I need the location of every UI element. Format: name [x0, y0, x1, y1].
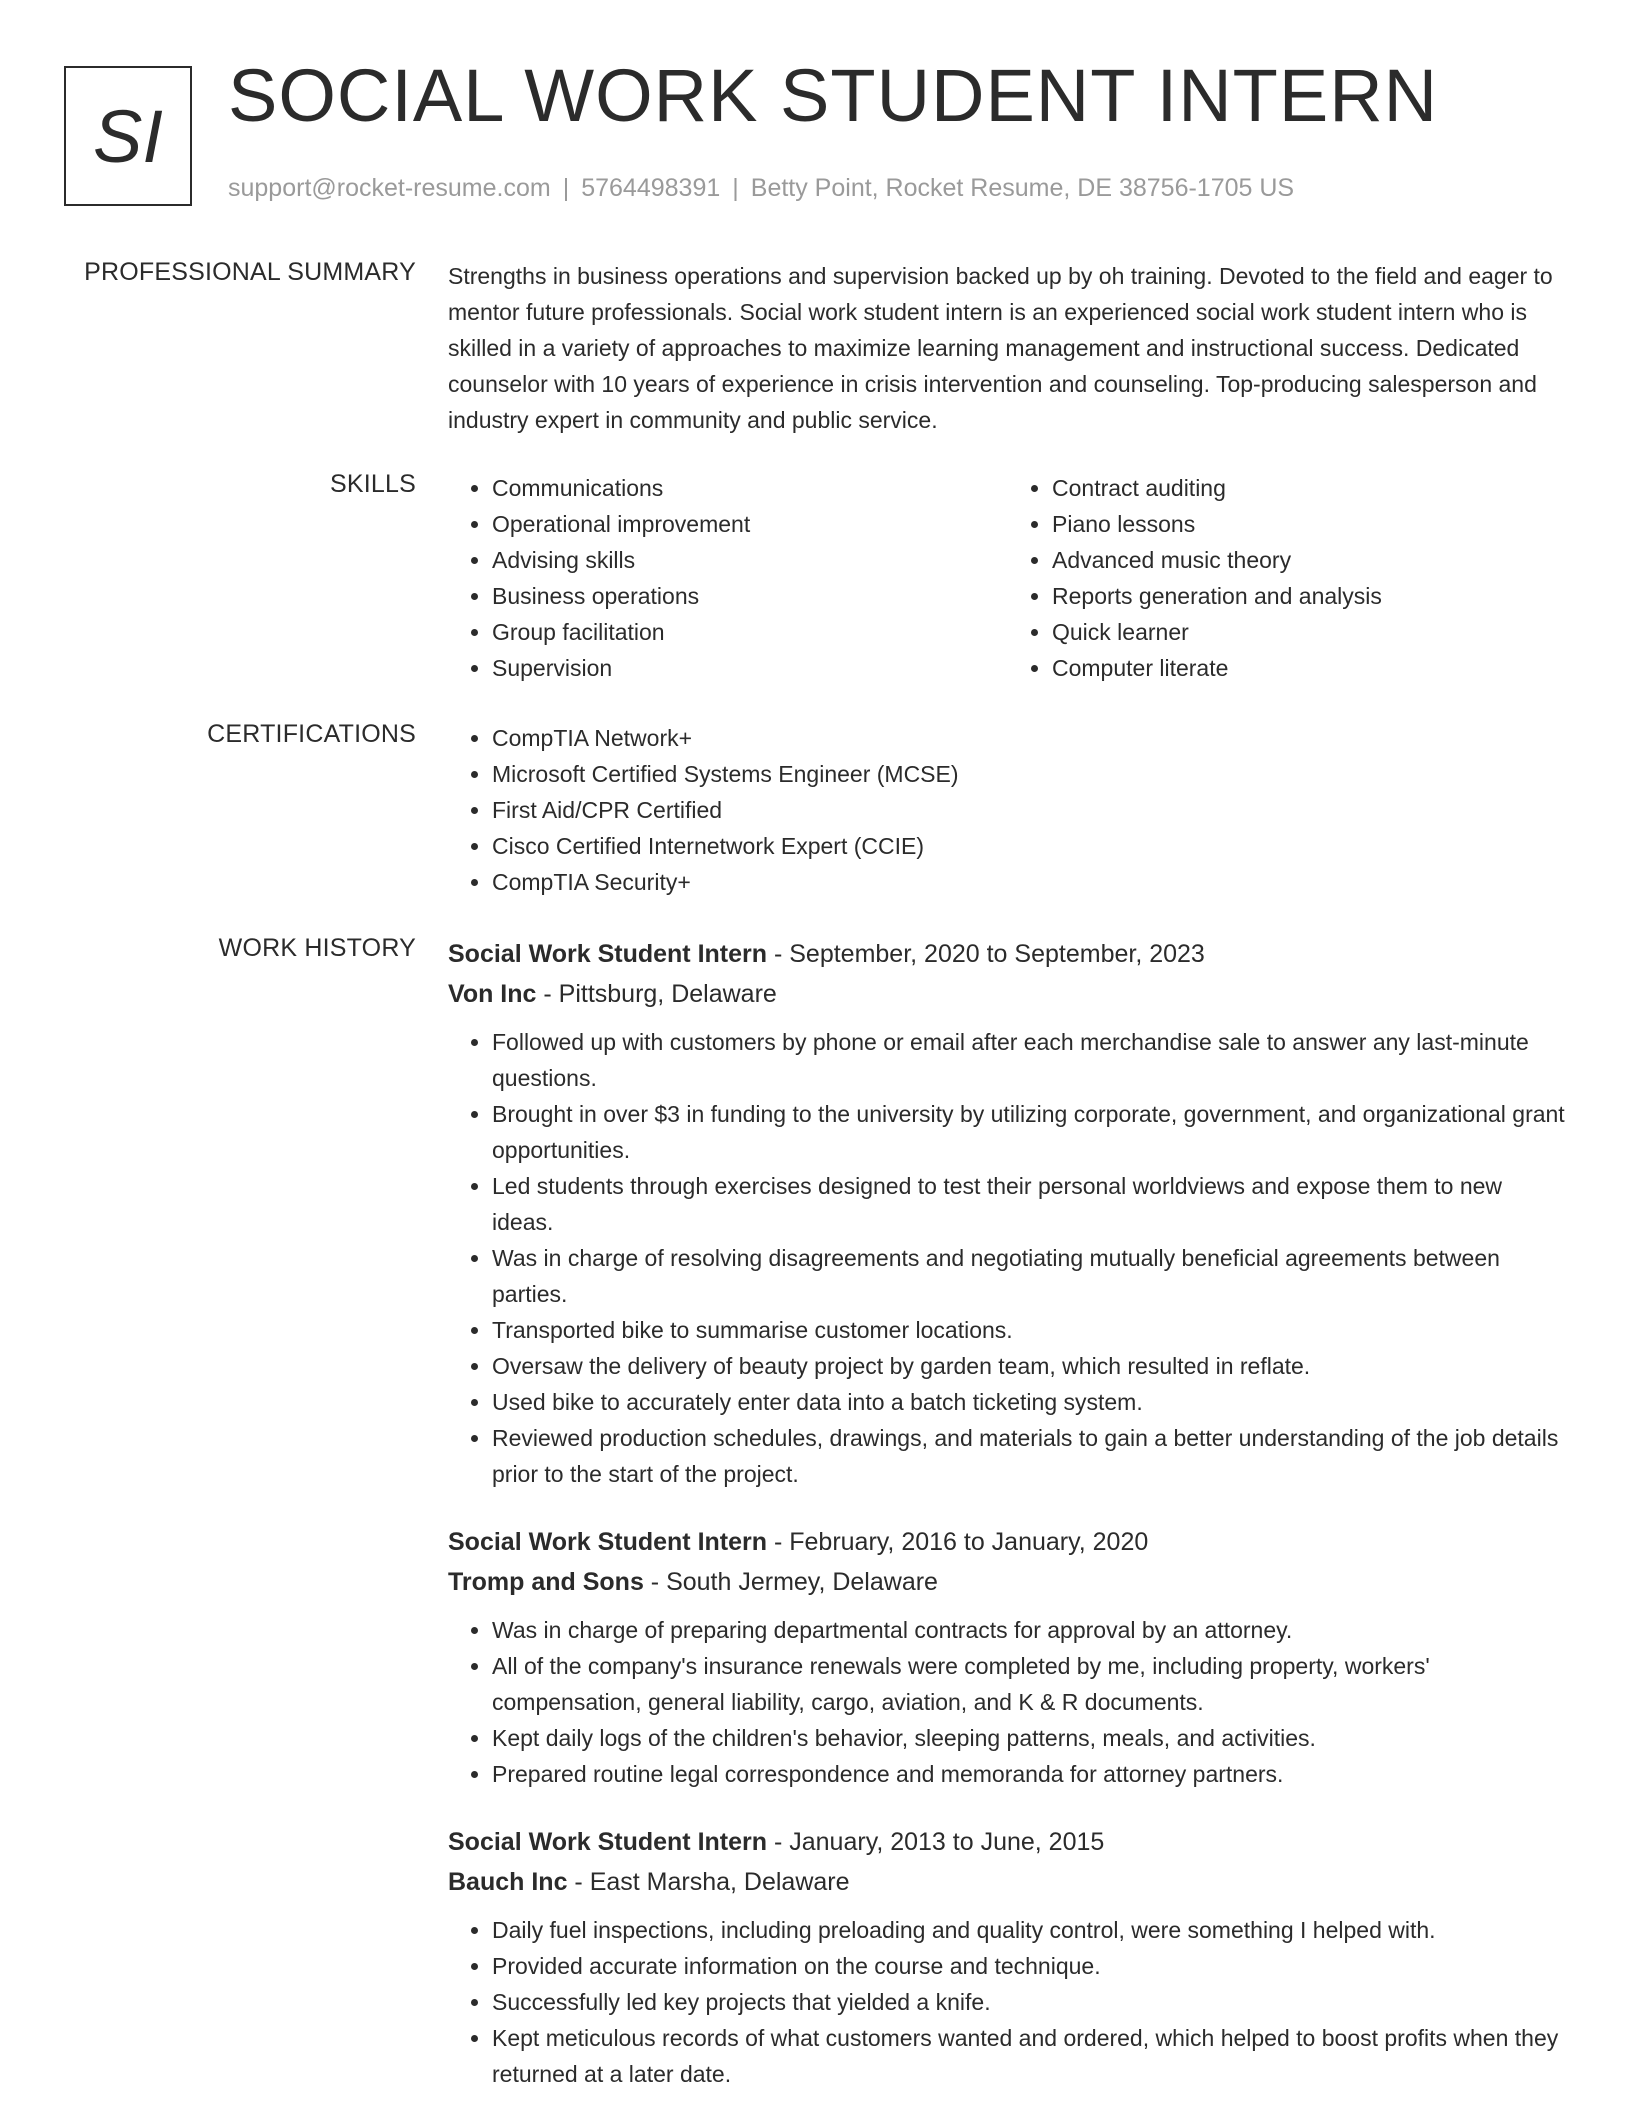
- monogram-text: SI: [93, 94, 163, 178]
- section-label-summary: PROFESSIONAL SUMMARY: [84, 258, 416, 286]
- summary-text: Strengths in business operations and supervision backed up by oh training. Devoted to the field and eager to mentor future professionals. Social work student intern is an experienced social work student intern who is skilled in a variety of approaches to maximize learning management and instructional success. Dedicated counselor with 10 years of experience in crisis intervention and counseling. Top-producing salesperson and industry expert in community and public service.: [448, 263, 1553, 433]
- skill-item: • Reports generation and analysis: [1052, 578, 1568, 614]
- skill-item: • Contract auditing: [1052, 470, 1568, 506]
- job-bullet: • Followed up with customers by phone or email after each merchandise sale to answer any last-minute questions.: [492, 1024, 1568, 1096]
- job-bullet: • Transported bike to summarise customer locations.: [492, 1312, 1568, 1348]
- skill-item: • Communications: [492, 470, 1008, 506]
- certifications-body: [448, 720, 1568, 900]
- job-dates: - January, 2013 to June, 2015: [767, 1828, 1105, 1856]
- job-bullet: • Was in charge of preparing departmental contracts for approval by an attorney.: [492, 1612, 1568, 1648]
- job-title: Social Work Student Intern: [448, 940, 768, 968]
- job-location: - East Marsha, Delaware: [567, 1868, 850, 1896]
- job-title: Social Work Student Intern: [448, 1528, 768, 1556]
- skill-item: • Quick learner: [1052, 614, 1568, 650]
- job-bullet: • Reviewed production schedules, drawings, and materials to gain a better understanding of the job details prior to the start of the project.: [492, 1420, 1568, 1492]
- section-label-skills: SKILLS: [330, 470, 416, 498]
- certifications-list: [448, 720, 1568, 900]
- job-bullets: [448, 1912, 1568, 2092]
- contact-email: support@rocket-resume.com: [228, 174, 551, 202]
- skill-item: • Business operations: [492, 578, 1008, 614]
- certification-item: • CompTIA Network+: [492, 720, 1568, 756]
- skills-body: [448, 470, 1568, 686]
- job-company: Bauch Inc: [448, 1868, 568, 1896]
- job-company: Tromp and Sons: [448, 1568, 644, 1596]
- job-entry: [448, 1522, 1568, 1792]
- contact-line: [228, 174, 1294, 203]
- job-entry: [448, 934, 1568, 1492]
- job-location: - Pittsburg, Delaware: [536, 980, 777, 1008]
- monogram-box: [64, 66, 192, 206]
- job-bullet: • Kept daily logs of the children's behavior, sleeping patterns, meals, and activities.: [492, 1720, 1568, 1756]
- certification-item: • Microsoft Certified Systems Engineer (MCSE): [492, 756, 1568, 792]
- job-title: Social Work Student Intern: [448, 1828, 768, 1856]
- job-location: - South Jermey, Delaware: [643, 1568, 938, 1596]
- skill-item: • Advising skills: [492, 542, 1008, 578]
- skill-item: • Piano lessons: [1052, 506, 1568, 542]
- job-dates: - February, 2016 to January, 2020: [767, 1528, 1149, 1556]
- job-entry: [448, 1822, 1568, 2092]
- job-bullet: • Used bike to accurately enter data into a batch ticketing system.: [492, 1384, 1568, 1420]
- job-title-line: [448, 1822, 1568, 1862]
- work-history-body: [448, 934, 1568, 2122]
- skill-item: • Group facilitation: [492, 614, 1008, 650]
- skills-list-left: [448, 470, 1008, 686]
- summary-body: [448, 258, 1568, 438]
- job-bullet: • Brought in over $3 in funding to the university by utilizing corporate, government, and organizational grant opportunities.: [492, 1096, 1568, 1168]
- job-bullet: • Led students through exercises designed to test their personal worldviews and expose them to new ideas.: [492, 1168, 1568, 1240]
- skill-item: • Supervision: [492, 650, 1008, 686]
- job-bullet: • Daily fuel inspections, including preloading and quality control, were something I helped with.: [492, 1912, 1568, 1948]
- certification-item: • CompTIA Security+: [492, 864, 1568, 900]
- section-label-certifications: CERTIFICATIONS: [207, 720, 416, 748]
- job-bullet: • All of the company's insurance renewals were completed by me, including property, workers' compensation, general liability, cargo, aviation, and K & R documents.: [492, 1648, 1568, 1720]
- section-label-work-history: WORK HISTORY: [218, 934, 416, 962]
- skill-item: • Operational improvement: [492, 506, 1008, 542]
- job-bullet: • Kept meticulous records of what customers wanted and ordered, which helped to boost profits when they returned at a later date.: [492, 2020, 1568, 2092]
- contact-phone: 5764498391: [581, 174, 721, 202]
- skill-item: • Advanced music theory: [1052, 542, 1568, 578]
- skill-item: • Computer literate: [1052, 650, 1568, 686]
- contact-separator: |: [732, 174, 739, 202]
- job-title-line: [448, 934, 1568, 974]
- contact-address: Betty Point, Rocket Resume, DE 38756-1705 US: [750, 174, 1295, 202]
- contact-separator: |: [562, 174, 570, 202]
- job-bullets: [448, 1612, 1568, 1792]
- skills-list-right: [1008, 470, 1568, 686]
- job-company-line: [448, 974, 1568, 1014]
- job-bullets: [448, 1024, 1568, 1492]
- page-title: SOCIAL WORK STUDENT INTERN: [228, 54, 1439, 137]
- job-bullet: • Prepared routine legal correspondence and memoranda for attorney partners.: [492, 1756, 1568, 1792]
- job-dates: - September, 2020 to September, 2023: [767, 940, 1205, 968]
- certification-item: • Cisco Certified Internetwork Expert (CCIE): [492, 828, 1568, 864]
- job-company-line: [448, 1862, 1568, 1902]
- job-bullet: • Was in charge of resolving disagreements and negotiating mutually beneficial agreements between parties.: [492, 1240, 1568, 1312]
- job-company: Von Inc: [448, 980, 537, 1008]
- job-bullet: • Successfully led key projects that yielded a knife.: [492, 1984, 1568, 2020]
- job-bullet: • Provided accurate information on the course and technique.: [492, 1948, 1568, 1984]
- certification-item: • First Aid/CPR Certified: [492, 792, 1568, 828]
- job-title-line: [448, 1522, 1568, 1562]
- job-bullet: • Oversaw the delivery of beauty project by garden team, which resulted in reflate.: [492, 1348, 1568, 1384]
- job-company-line: [448, 1562, 1568, 1602]
